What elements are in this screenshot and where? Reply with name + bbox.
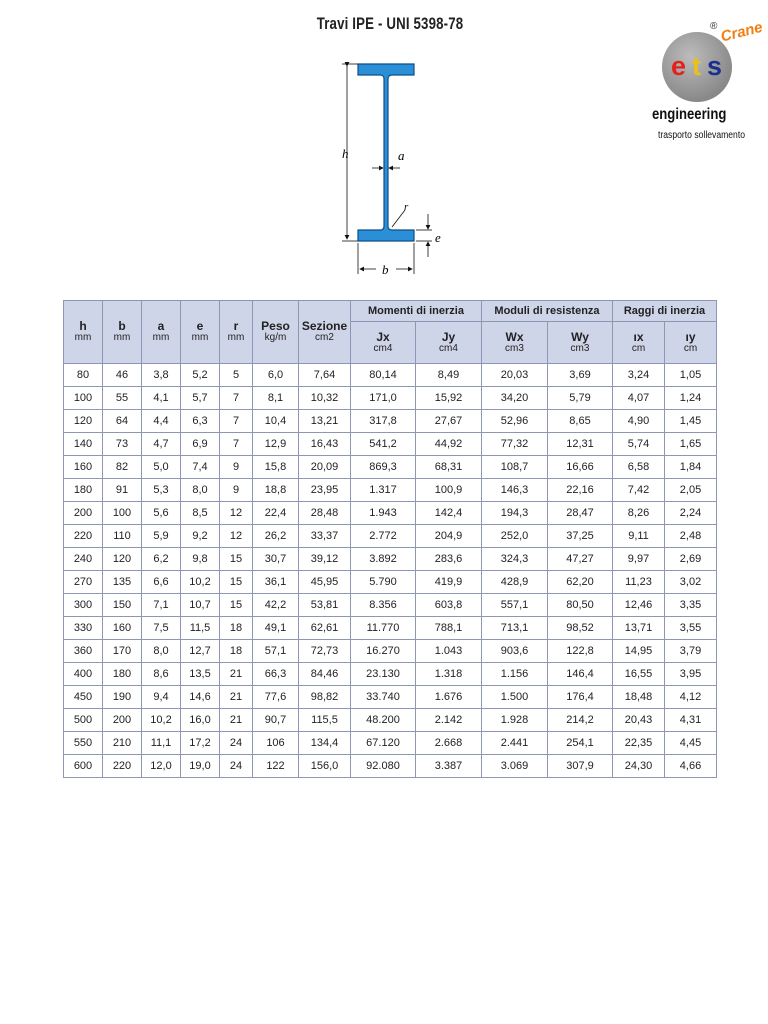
table-cell: 3.892 bbox=[351, 548, 416, 571]
table-cell: 557,1 bbox=[482, 594, 548, 617]
table-cell: 1,05 bbox=[665, 364, 717, 387]
table-cell: 24 bbox=[220, 755, 253, 778]
table-cell: 55 bbox=[103, 387, 142, 410]
table-cell: 6,9 bbox=[181, 433, 220, 456]
table-cell: 9,2 bbox=[181, 525, 220, 548]
table-cell: 2.142 bbox=[416, 709, 482, 732]
table-cell: 1,45 bbox=[665, 410, 717, 433]
table-cell: 450 bbox=[64, 686, 103, 709]
table-cell: 8,0 bbox=[181, 479, 220, 502]
table-cell: 171,0 bbox=[351, 387, 416, 410]
table-cell: 788,1 bbox=[416, 617, 482, 640]
table-cell: 10,32 bbox=[299, 387, 351, 410]
table-cell: 500 bbox=[64, 709, 103, 732]
table-cell: 6,6 bbox=[142, 571, 181, 594]
table-cell: 18 bbox=[220, 640, 253, 663]
col-header-sezione: Sezione cm2 bbox=[299, 301, 351, 364]
table-cell: 16.270 bbox=[351, 640, 416, 663]
table-cell: 1.500 bbox=[482, 686, 548, 709]
table-row bbox=[64, 364, 717, 387]
table-cell: 15,92 bbox=[416, 387, 482, 410]
col-header-ix: ıx cm bbox=[613, 322, 665, 364]
table-cell: 4,4 bbox=[142, 410, 181, 433]
table-cell: 3,8 bbox=[142, 364, 181, 387]
table-cell: 134,4 bbox=[299, 732, 351, 755]
table-cell: 17,2 bbox=[181, 732, 220, 755]
diagram-label-e: e bbox=[435, 230, 441, 245]
page-title: Travi IPE - UNI 5398-78 bbox=[316, 14, 464, 33]
table-cell: 3,95 bbox=[665, 663, 717, 686]
table-cell: 98,82 bbox=[299, 686, 351, 709]
table-row bbox=[64, 456, 717, 479]
table-cell: 15 bbox=[220, 594, 253, 617]
table-cell: 11,5 bbox=[181, 617, 220, 640]
ipe-table-container bbox=[63, 300, 717, 778]
table-cell: 220 bbox=[64, 525, 103, 548]
table-cell: 194,3 bbox=[482, 502, 548, 525]
table-cell: 77,32 bbox=[482, 433, 548, 456]
table-cell: 28,48 bbox=[299, 502, 351, 525]
table-cell: 11,1 bbox=[142, 732, 181, 755]
table-cell: 4,66 bbox=[665, 755, 717, 778]
table-row bbox=[64, 594, 717, 617]
table-cell: 4,31 bbox=[665, 709, 717, 732]
table-cell: 21 bbox=[220, 663, 253, 686]
table-cell: 115,5 bbox=[299, 709, 351, 732]
table-row bbox=[64, 686, 717, 709]
table-cell: 2,24 bbox=[665, 502, 717, 525]
col-header-iy: ıy cm bbox=[665, 322, 717, 364]
table-cell: 6,3 bbox=[181, 410, 220, 433]
table-cell: 240 bbox=[64, 548, 103, 571]
col-header-h: h mm bbox=[64, 301, 103, 364]
table-cell: 330 bbox=[64, 617, 103, 640]
table-row bbox=[64, 732, 717, 755]
table-cell: 77,6 bbox=[253, 686, 299, 709]
table-cell: 180 bbox=[103, 663, 142, 686]
table-cell: 23.130 bbox=[351, 663, 416, 686]
table-cell: 21 bbox=[220, 709, 253, 732]
table-cell: 160 bbox=[103, 617, 142, 640]
table-cell: 360 bbox=[64, 640, 103, 663]
logo-tagline: trasporto sollevamento bbox=[658, 130, 746, 141]
table-cell: 91 bbox=[103, 479, 142, 502]
table-row bbox=[64, 525, 717, 548]
table-cell: 283,6 bbox=[416, 548, 482, 571]
table-row bbox=[64, 617, 717, 640]
table-cell: 57,1 bbox=[253, 640, 299, 663]
table-cell: 2,69 bbox=[665, 548, 717, 571]
table-row bbox=[64, 433, 717, 456]
col-header-peso: Peso kg/m bbox=[253, 301, 299, 364]
table-cell: 2.772 bbox=[351, 525, 416, 548]
table-cell: 200 bbox=[103, 709, 142, 732]
table-cell: 33,37 bbox=[299, 525, 351, 548]
table-cell: 307,9 bbox=[548, 755, 613, 778]
table-cell: 110 bbox=[103, 525, 142, 548]
table-cell: 8,26 bbox=[613, 502, 665, 525]
table-cell: 220 bbox=[103, 755, 142, 778]
table-cell: 45,95 bbox=[299, 571, 351, 594]
table-cell: 16,0 bbox=[181, 709, 220, 732]
table-cell: 1,24 bbox=[665, 387, 717, 410]
group-header-resistenza: Moduli di resistenza bbox=[482, 301, 613, 322]
table-cell: 122 bbox=[253, 755, 299, 778]
table-cell: 12,7 bbox=[181, 640, 220, 663]
table-cell: 713,1 bbox=[482, 617, 548, 640]
table-cell: 150 bbox=[103, 594, 142, 617]
table-cell: 2.441 bbox=[482, 732, 548, 755]
table-cell: 82 bbox=[103, 456, 142, 479]
table-cell: 84,46 bbox=[299, 663, 351, 686]
table-cell: 5.790 bbox=[351, 571, 416, 594]
table-cell: 180 bbox=[64, 479, 103, 502]
table-cell: 5,2 bbox=[181, 364, 220, 387]
table-cell: 8,5 bbox=[181, 502, 220, 525]
logo-name: engineering bbox=[652, 106, 727, 123]
table-cell: 46 bbox=[103, 364, 142, 387]
table-cell: 300 bbox=[64, 594, 103, 617]
table-cell: 24 bbox=[220, 732, 253, 755]
table-cell: 44,92 bbox=[416, 433, 482, 456]
table-row bbox=[64, 479, 717, 502]
table-cell: 1.156 bbox=[482, 663, 548, 686]
table-cell: 7,4 bbox=[181, 456, 220, 479]
table-cell: 252,0 bbox=[482, 525, 548, 548]
table-cell: 3,35 bbox=[665, 594, 717, 617]
table-cell: 108,7 bbox=[482, 456, 548, 479]
table-cell: 62,20 bbox=[548, 571, 613, 594]
diagram-label-a: a bbox=[398, 148, 405, 163]
table-row bbox=[64, 755, 717, 778]
table-cell: 270 bbox=[64, 571, 103, 594]
table-cell: 3,02 bbox=[665, 571, 717, 594]
table-cell: 4,7 bbox=[142, 433, 181, 456]
table-cell: 21 bbox=[220, 686, 253, 709]
table-cell: 1.676 bbox=[416, 686, 482, 709]
table-cell: 98,52 bbox=[548, 617, 613, 640]
table-cell: 541,2 bbox=[351, 433, 416, 456]
table-cell: 3,55 bbox=[665, 617, 717, 640]
table-cell: 2,48 bbox=[665, 525, 717, 548]
table-cell: 5,9 bbox=[142, 525, 181, 548]
table-cell: 68,31 bbox=[416, 456, 482, 479]
table-cell: 52,96 bbox=[482, 410, 548, 433]
logo-letter-e: e bbox=[671, 51, 687, 81]
diagram-label-h: h bbox=[342, 146, 349, 161]
logo-brand: Crane bbox=[719, 18, 765, 46]
table-cell: 37,25 bbox=[548, 525, 613, 548]
table-cell: 27,67 bbox=[416, 410, 482, 433]
table-cell: 18 bbox=[220, 617, 253, 640]
table-cell: 16,66 bbox=[548, 456, 613, 479]
table-cell: 428,9 bbox=[482, 571, 548, 594]
table-cell: 8,49 bbox=[416, 364, 482, 387]
table-cell: 49,1 bbox=[253, 617, 299, 640]
table-cell: 66,3 bbox=[253, 663, 299, 686]
table-cell: 419,9 bbox=[416, 571, 482, 594]
table-cell: 3.387 bbox=[416, 755, 482, 778]
logo-letter-t: t bbox=[692, 51, 701, 81]
table-cell: 15,8 bbox=[253, 456, 299, 479]
table-cell: 48.200 bbox=[351, 709, 416, 732]
col-header-wx: Wx cm3 bbox=[482, 322, 548, 364]
table-cell: 176,4 bbox=[548, 686, 613, 709]
table-cell: 5,79 bbox=[548, 387, 613, 410]
table-cell: 8,0 bbox=[142, 640, 181, 663]
table-cell: 603,8 bbox=[416, 594, 482, 617]
table-cell: 22,16 bbox=[548, 479, 613, 502]
table-cell: 3,79 bbox=[665, 640, 717, 663]
table-cell: 9,11 bbox=[613, 525, 665, 548]
table-cell: 33.740 bbox=[351, 686, 416, 709]
table-cell: 3,24 bbox=[613, 364, 665, 387]
table-cell: 7 bbox=[220, 410, 253, 433]
table-cell: 122,8 bbox=[548, 640, 613, 663]
table-cell: 80,50 bbox=[548, 594, 613, 617]
table-cell: 6,0 bbox=[253, 364, 299, 387]
table-cell: 72,73 bbox=[299, 640, 351, 663]
table-cell: 11,23 bbox=[613, 571, 665, 594]
table-cell: 80 bbox=[64, 364, 103, 387]
table-cell: 903,6 bbox=[482, 640, 548, 663]
table-cell: 42,2 bbox=[253, 594, 299, 617]
table-cell: 47,27 bbox=[548, 548, 613, 571]
col-header-wy: Wy cm3 bbox=[548, 322, 613, 364]
group-header-raggi: Raggi di inerzia bbox=[613, 301, 717, 322]
table-cell: 36,1 bbox=[253, 571, 299, 594]
table-cell: 15 bbox=[220, 571, 253, 594]
table-cell: 62,61 bbox=[299, 617, 351, 640]
table-cell: 8.356 bbox=[351, 594, 416, 617]
table-cell: 10,7 bbox=[181, 594, 220, 617]
table-cell: 3.069 bbox=[482, 755, 548, 778]
table-cell: 67.120 bbox=[351, 732, 416, 755]
table-cell: 20,09 bbox=[299, 456, 351, 479]
table-cell: 9 bbox=[220, 479, 253, 502]
table-cell: 92.080 bbox=[351, 755, 416, 778]
table-cell: 16,55 bbox=[613, 663, 665, 686]
table-cell: 8,1 bbox=[253, 387, 299, 410]
col-header-r: r mm bbox=[220, 301, 253, 364]
table-cell: 16,43 bbox=[299, 433, 351, 456]
table-cell: 146,3 bbox=[482, 479, 548, 502]
table-cell: 11.770 bbox=[351, 617, 416, 640]
table-cell: 7 bbox=[220, 387, 253, 410]
table-cell: 8,65 bbox=[548, 410, 613, 433]
table-row bbox=[64, 571, 717, 594]
table-cell: 5 bbox=[220, 364, 253, 387]
table-cell: 5,7 bbox=[181, 387, 220, 410]
table-cell: 22,4 bbox=[253, 502, 299, 525]
table-cell: 53,81 bbox=[299, 594, 351, 617]
table-cell: 4,07 bbox=[613, 387, 665, 410]
table-cell: 400 bbox=[64, 663, 103, 686]
table-cell: 13,5 bbox=[181, 663, 220, 686]
table-cell: 20,03 bbox=[482, 364, 548, 387]
table-cell: 600 bbox=[64, 755, 103, 778]
table-cell: 120 bbox=[64, 410, 103, 433]
table-cell: 9,8 bbox=[181, 548, 220, 571]
table-cell: 28,47 bbox=[548, 502, 613, 525]
table-cell: 12 bbox=[220, 525, 253, 548]
table-cell: 550 bbox=[64, 732, 103, 755]
table-cell: 869,3 bbox=[351, 456, 416, 479]
table-cell: 2.668 bbox=[416, 732, 482, 755]
table-cell: 210 bbox=[103, 732, 142, 755]
table-cell: 142,4 bbox=[416, 502, 482, 525]
table-cell: 1,84 bbox=[665, 456, 717, 479]
table-cell: 100 bbox=[103, 502, 142, 525]
table-cell: 5,0 bbox=[142, 456, 181, 479]
table-cell: 12,9 bbox=[253, 433, 299, 456]
table-cell: 1.043 bbox=[416, 640, 482, 663]
table-cell: 7,1 bbox=[142, 594, 181, 617]
table-cell: 24,30 bbox=[613, 755, 665, 778]
table-cell: 160 bbox=[64, 456, 103, 479]
table-cell: 12,31 bbox=[548, 433, 613, 456]
table-cell: 200 bbox=[64, 502, 103, 525]
table-cell: 9,4 bbox=[142, 686, 181, 709]
table-row bbox=[64, 709, 717, 732]
col-header-e: e mm bbox=[181, 301, 220, 364]
table-cell: 30,7 bbox=[253, 548, 299, 571]
table-cell: 5,74 bbox=[613, 433, 665, 456]
table-cell: 6,58 bbox=[613, 456, 665, 479]
table-cell: 324,3 bbox=[482, 548, 548, 571]
table-cell: 2,05 bbox=[665, 479, 717, 502]
table-cell: 1.318 bbox=[416, 663, 482, 686]
table-cell: 3,69 bbox=[548, 364, 613, 387]
table-cell: 18,8 bbox=[253, 479, 299, 502]
table-cell: 12 bbox=[220, 502, 253, 525]
ipe-beam-diagram bbox=[336, 52, 456, 282]
table-cell: 13,71 bbox=[613, 617, 665, 640]
table-cell: 23,95 bbox=[299, 479, 351, 502]
beam-section-shape bbox=[358, 64, 414, 241]
table-cell: 22,35 bbox=[613, 732, 665, 755]
table-cell: 120 bbox=[103, 548, 142, 571]
table-row bbox=[64, 410, 717, 433]
table-cell: 13,21 bbox=[299, 410, 351, 433]
col-header-b: b mm bbox=[103, 301, 142, 364]
table-cell: 106 bbox=[253, 732, 299, 755]
table-cell: 214,2 bbox=[548, 709, 613, 732]
table-row bbox=[64, 663, 717, 686]
table-cell: 4,90 bbox=[613, 410, 665, 433]
table-row bbox=[64, 548, 717, 571]
table-cell: 7,64 bbox=[299, 364, 351, 387]
table-cell: 146,4 bbox=[548, 663, 613, 686]
table-cell: 100,9 bbox=[416, 479, 482, 502]
table-cell: 80,14 bbox=[351, 364, 416, 387]
table-row bbox=[64, 640, 717, 663]
table-cell: 20,43 bbox=[613, 709, 665, 732]
table-cell: 7 bbox=[220, 433, 253, 456]
table-cell: 39,12 bbox=[299, 548, 351, 571]
table-cell: 8,6 bbox=[142, 663, 181, 686]
table-cell: 1.928 bbox=[482, 709, 548, 732]
table-cell: 204,9 bbox=[416, 525, 482, 548]
table-cell: 26,2 bbox=[253, 525, 299, 548]
table-cell: 15 bbox=[220, 548, 253, 571]
table-cell: 34,20 bbox=[482, 387, 548, 410]
table-cell: 14,95 bbox=[613, 640, 665, 663]
table-cell: 317,8 bbox=[351, 410, 416, 433]
table-cell: 100 bbox=[64, 387, 103, 410]
table-cell: 14,6 bbox=[181, 686, 220, 709]
table-cell: 7,42 bbox=[613, 479, 665, 502]
table-cell: 10,2 bbox=[181, 571, 220, 594]
table-cell: 4,1 bbox=[142, 387, 181, 410]
table-cell: 1.317 bbox=[351, 479, 416, 502]
ets-crane-logo bbox=[648, 18, 765, 148]
table-cell: 156,0 bbox=[299, 755, 351, 778]
table-cell: 4,12 bbox=[665, 686, 717, 709]
table-body bbox=[64, 364, 717, 778]
table-cell: 6,2 bbox=[142, 548, 181, 571]
col-header-a: a mm bbox=[142, 301, 181, 364]
table-cell: 1,65 bbox=[665, 433, 717, 456]
table-cell: 5,6 bbox=[142, 502, 181, 525]
registered-mark: ® bbox=[710, 21, 718, 32]
table-cell: 90,7 bbox=[253, 709, 299, 732]
table-cell: 5,3 bbox=[142, 479, 181, 502]
logo-letter-s: s bbox=[707, 51, 723, 81]
table-cell: 170 bbox=[103, 640, 142, 663]
table-row bbox=[64, 387, 717, 410]
table-cell: 4,45 bbox=[665, 732, 717, 755]
col-header-jy: Jy cm4 bbox=[416, 322, 482, 364]
table-cell: 254,1 bbox=[548, 732, 613, 755]
table-row bbox=[64, 502, 717, 525]
table-cell: 10,4 bbox=[253, 410, 299, 433]
table-cell: 18,48 bbox=[613, 686, 665, 709]
table-cell: 9 bbox=[220, 456, 253, 479]
table-cell: 7,5 bbox=[142, 617, 181, 640]
table-cell: 64 bbox=[103, 410, 142, 433]
table-cell: 12,0 bbox=[142, 755, 181, 778]
table-cell: 9,97 bbox=[613, 548, 665, 571]
table-cell: 1.943 bbox=[351, 502, 416, 525]
table-cell: 10,2 bbox=[142, 709, 181, 732]
table-cell: 19,0 bbox=[181, 755, 220, 778]
table-cell: 140 bbox=[64, 433, 103, 456]
diagram-label-r: r bbox=[404, 201, 409, 213]
table-cell: 190 bbox=[103, 686, 142, 709]
diagram-label-b: b bbox=[382, 262, 389, 277]
col-header-jx: Jx cm4 bbox=[351, 322, 416, 364]
ipe-properties-table bbox=[63, 300, 717, 778]
group-header-inerzia: Momenti di inerzia bbox=[351, 301, 482, 322]
table-cell: 135 bbox=[103, 571, 142, 594]
table-cell: 73 bbox=[103, 433, 142, 456]
table-cell: 12,46 bbox=[613, 594, 665, 617]
